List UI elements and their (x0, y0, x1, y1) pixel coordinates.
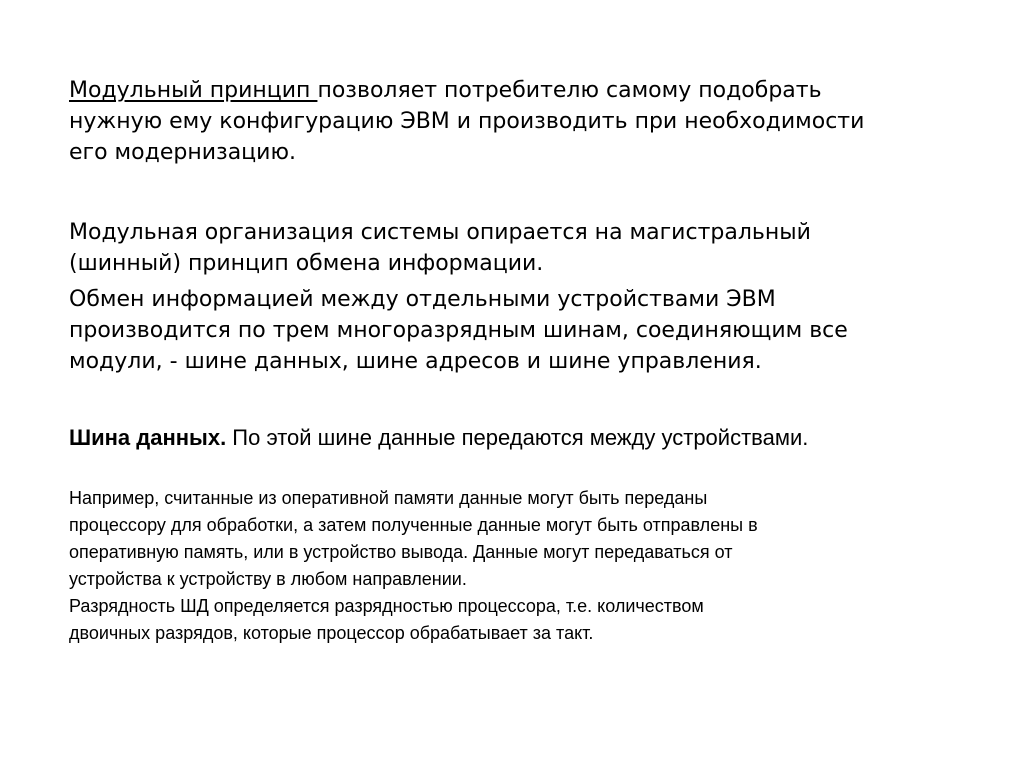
paragraph-modular-organization (69, 217, 969, 279)
p1-underlined-term: Модульный принцип (69, 78, 318, 103)
p3-line-2: производится по трем многоразрядным шинам, соединяющим все (69, 318, 848, 343)
paragraph-data-bus (69, 423, 969, 453)
p5-line-6: двоичных разрядов, которые процессор обрабатывает за такт. (69, 623, 594, 643)
p1-line-1-rest: позволяет потребителю самому подобрать (317, 78, 822, 103)
data-bus-heading: Шина данных. (69, 425, 227, 450)
p1-line-2: нужную ему конфигурацию ЭВМ и производить при необходимости (69, 109, 865, 134)
p2-line-2: (шинный) принцип обмена информации. (69, 251, 544, 276)
p3-line-3: модули, - шине данных, шине адресов и шине управления. (69, 349, 762, 374)
p5-line-5: Разрядность ШД определяется разрядностью процессора, т.е. количеством (69, 596, 704, 616)
p5-line-1: Например, считанные из оперативной памяти данные могут быть переданы (69, 488, 708, 508)
p1-line-3: его модернизацию. (69, 140, 296, 165)
paragraph-information-exchange (69, 284, 989, 377)
paragraph-modular-principle (69, 75, 969, 168)
p1-line-1 (69, 75, 969, 106)
paragraph-example (69, 485, 969, 647)
p2-line-1: Модульная организация системы опирается на магистральный (69, 220, 811, 245)
p3-line-1: Обмен информацией между отдельными устройствами ЭВМ (69, 287, 776, 312)
p5-line-2: процессору для обработки, а затем полученные данные могут быть отправлены в (69, 515, 758, 535)
data-bus-description: По этой шине данные передаются между устройствами. (226, 425, 809, 450)
p5-line-3: оперативную память, или в устройство вывода. Данные могут передаваться от (69, 542, 733, 562)
p5-line-4: устройства к устройству в любом направлении. (69, 569, 467, 589)
